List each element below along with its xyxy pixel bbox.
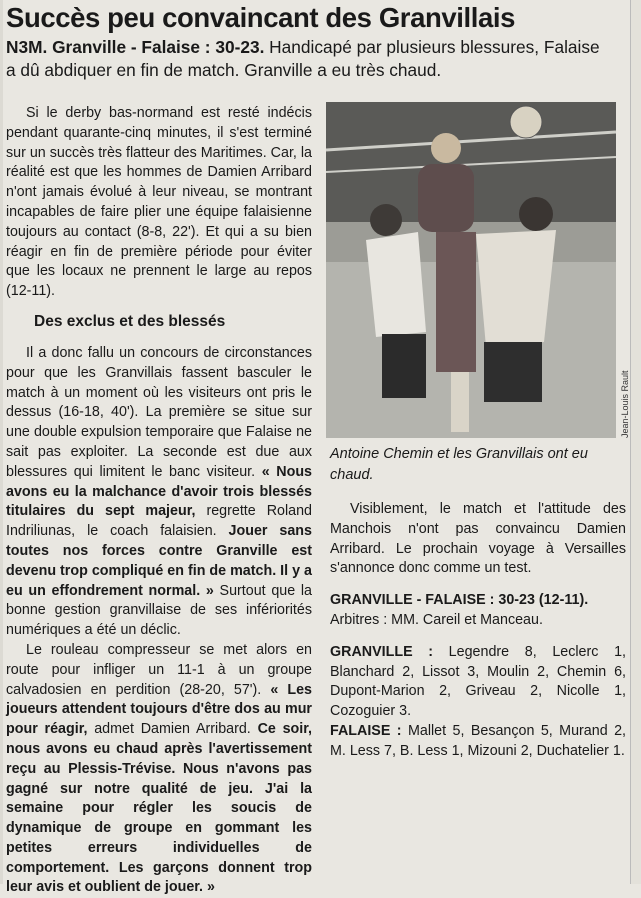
- photo-caption: Antoine Chemin et les Granvillais ont eu chaud.: [330, 446, 588, 483]
- paragraph-4: Visiblement, le match et l'attitude des Manchois n'ont pas convaincu Damien Arribard. Le prochain voyage à Versailles s'annonce donc comme un test.: [330, 501, 626, 577]
- para2-end: Surtout que la bonne gestion granvillaise de ses infériorités numériques a été un déclic.: [6, 582, 312, 639]
- team-falaise-players: Mallet 5, Besançon 5, Murand 2, M. Less 7, B. Less 1, Mizouni 2, Duchatelier 1.: [330, 722, 626, 759]
- para3-attribution: admet Damien Arribard.: [87, 721, 258, 738]
- photo-credit: Jean-Louis Rault: [620, 370, 630, 438]
- team-granville-lineup: [330, 643, 626, 722]
- para3-text: Le rouleau compresseur se met alors en route pour infliger un 11-1 à un groupe calvadosien en perdition (28-20, 57').: [6, 641, 312, 698]
- para3-quote-2: Ce soir, nous avons eu chaud après l'avertissement reçu au Plessis-Trévise. Nous n'avons pas gagné sur notre qualité de jeu. J'ai la semaine pour régler les soucis de dynamique de groupe en gommant les petites erreurs individuelles de comportement. Les garçons donnent trop leur avis et oublient de jouer. »: [6, 721, 313, 896]
- paragraph-3: [6, 641, 312, 898]
- team-falaise-lineup: [330, 722, 626, 762]
- team-falaise-name: FALAISE :: [330, 722, 402, 739]
- left-column: [6, 104, 312, 898]
- paragraph-2: [6, 344, 312, 641]
- article-headline: Succès peu convaincant des Granvillais: [6, 2, 516, 33]
- paragraph-1: Si le derby bas-normand est resté indécis pendant quarante-cinq minutes, il s'est terminé sur un succès très flatteur des Maritimes. Car, la réalité est que les hommes de Damien Arribard n'ont jamais évolué à leur niveau, se montrant incapables de faire plier une équipe falaisienne toujours au contact (8-8, 22'). Et qui a su bien réagir en fin de première période pour éviter que les locaux ne prennent le large au repos (12-11).: [6, 105, 312, 300]
- match-result: [330, 591, 626, 611]
- team-granville-players: Legendre 8, Leclerc 1, Blanchard 2, Lissot 3, Moulin 2, Chemin 6, Dupont-Marion 2, Griveau 2, Nicolle 1, Cozoguier 3.: [330, 643, 626, 720]
- match-photo: [326, 102, 616, 438]
- handball-players-image: [326, 102, 616, 438]
- subheading: Des exclus et des blessés: [34, 312, 226, 330]
- adjacent-column-edge: [630, 0, 641, 884]
- right-column: [330, 500, 626, 762]
- lead-score: N3M. Granville - Falaise : 30-23.: [6, 37, 265, 57]
- team-granville-name: GRANVILLE :: [330, 643, 434, 660]
- page-edge-left: [0, 0, 3, 884]
- article-lead: [6, 36, 606, 82]
- result-line: GRANVILLE - FALAISE : 30-23 (12-11).: [330, 592, 589, 609]
- lead-summary: Handicapé par plusieurs blessures, Falaise a dû abdiquer en fin de match. Granville a eu très chaud.: [6, 37, 600, 80]
- referees: Arbitres : MM. Careil et Manceau.: [330, 611, 543, 628]
- para3-quote-1: « Les joueurs attendent toujours d'être dos au mur pour réagir,: [6, 681, 312, 738]
- para2-text: Il a donc fallu un concours de circonstances pour que les Granvillais fassent basculer le match à un moment où les visiteurs ont pris le dessus (16-18, 40'). La première se situe sur une double expulsion temporaire que Falaise ne sait pas exploiter. La seconde est due aux blessures qui limitent le banc visiteur.: [6, 344, 312, 480]
- para2-attribution: regrette Roland Indriliunas, le coach falaisien.: [6, 503, 313, 540]
- para2-quote-2: Jouer sans toutes nos forces contre Granville est devenu trop compliqué en fin de match. Il y a eu un effondrement normal. »: [6, 523, 312, 599]
- para2-quote-1: « Nous avons eu la malchance d'avoir trois blessés titulaires du sept majeur,: [6, 463, 313, 520]
